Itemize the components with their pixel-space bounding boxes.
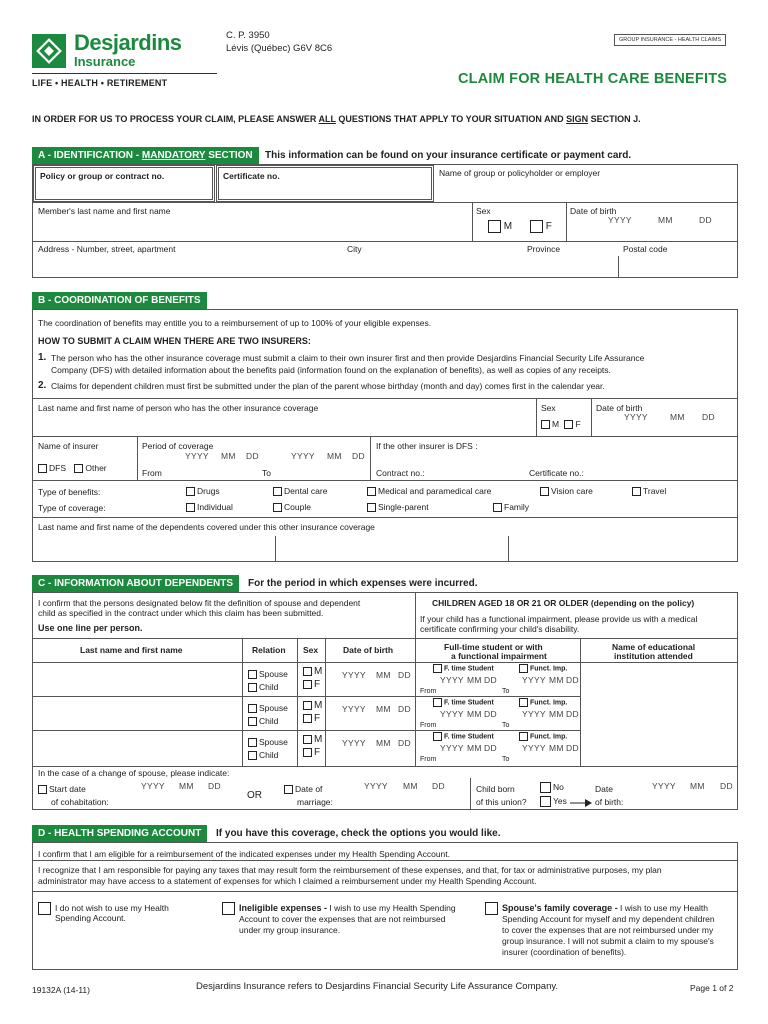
sectionB-drugs-text: Drugs xyxy=(197,486,220,496)
sectionB-dental-text: Dental care xyxy=(284,486,328,496)
header-instruction-pre-text: IN ORDER FOR US TO PROCESS YOUR CLAIM, PLEASE ANSWER xyxy=(32,114,319,124)
sectionD-opt3-bold-text: Spouse's family coverage - xyxy=(502,903,618,913)
date-fmt-mm-text: MM xyxy=(549,743,564,753)
sectionC-spouse-text: Spouse xyxy=(259,669,288,679)
sectionC-funct-text: Funct. Imp. xyxy=(530,699,568,707)
sectionB-step1b-text: Company (DFS) with detailed information about the benefits paid (information found on the explanation of benefits), as well as copies of any receipts. xyxy=(51,365,611,375)
sectionB-how-title-text: HOW TO SUBMIT A CLAIM WHEN THERE ARE TWO INSURERS: xyxy=(38,336,311,346)
family-checkbox[interactable] xyxy=(493,503,502,512)
sectionC-child-text: Child xyxy=(259,682,279,692)
sectionB-medical-text: Medical and paramedical care xyxy=(378,486,492,496)
section-a-subtitle: This information can be found on your insurance certificate or payment card. xyxy=(265,150,632,161)
sectionC-f-text: F xyxy=(314,747,321,758)
sectionC-marriage1-text: Date of xyxy=(295,784,323,794)
sectionB-single-parent-text: Single-parent xyxy=(378,502,429,512)
sectionB-if-dfs-text: If the other insurer is DFS : xyxy=(376,441,478,451)
sectionB-family-text: Family xyxy=(504,502,530,512)
date-fmt-yyyy-text: YYYY xyxy=(608,215,632,225)
date-fmt-yyyy-text: YYYY xyxy=(440,675,464,685)
dep1-spouse-checkbox[interactable] xyxy=(248,670,257,679)
hsa-spouse-checkbox[interactable] xyxy=(485,902,498,915)
sectionD-opt3d-text: group insurance. I will not submit a claim to my spouse's xyxy=(502,936,714,946)
sectionC-m-text: M xyxy=(314,700,323,711)
group-name-label: Name of group or policyholder or employer xyxy=(439,168,601,178)
sectionC-to-text: To xyxy=(502,722,510,729)
sectionC-ftstudent-text: F. time Student xyxy=(444,665,494,673)
date-fmt-mm-text: MM xyxy=(467,743,482,753)
dep2-funct-checkbox[interactable] xyxy=(519,698,528,707)
sectionC-col-school2-text: institution attended xyxy=(614,651,693,661)
drugs-checkbox[interactable] xyxy=(186,487,195,496)
section-c-subtitle: For the period in which expenses were incurred. xyxy=(248,578,478,589)
dep3-f-checkbox[interactable] xyxy=(303,748,312,757)
date-fmt-dd-text: DD xyxy=(398,670,411,680)
logo-tagline: LIFE • HEALTH • RETIREMENT xyxy=(32,78,168,88)
section-b-header: B - COORDINATION OF BENEFITS xyxy=(32,292,207,309)
sectionC-f-text: F xyxy=(314,713,321,724)
dep2-f-checkbox[interactable] xyxy=(303,714,312,723)
dep2-student-checkbox[interactable] xyxy=(433,698,442,707)
date-fmt-dd-text: DD xyxy=(566,743,579,753)
form-tag: GROUP INSURANCE - HEALTH CLAIMS xyxy=(614,34,726,46)
sectionD-opt1b-text: Spending Account. xyxy=(55,913,126,923)
date-fmt-mm-text: MM xyxy=(327,451,342,461)
sectionD-recognize1-text: I recognize that I am responsible for paying any taxes that may result form the reimbursement of these expenses, and that, for tax or administrative purposes, my plan xyxy=(38,865,662,875)
dep1-funct-checkbox[interactable] xyxy=(519,664,528,673)
date-fmt-mm-text: MM xyxy=(179,781,194,791)
sectionD-opt2b-text: Account to cover the expenses that are not reimbursed xyxy=(239,914,446,924)
sectionA-head-mandatory-text: MANDATORY xyxy=(141,150,206,161)
b-sex-m-checkbox[interactable] xyxy=(541,420,550,429)
sectionB-step1a-text: The person who has the other insurance coverage must submit a claim to their own insurer first and then provide Desjardins Financial Security Life Assurance xyxy=(51,353,645,363)
sectionB-vision-text: Vision care xyxy=(551,486,593,496)
sectionC-yes-text: Yes xyxy=(553,796,567,806)
sectionC-col-student1-text: Full-time student or with xyxy=(444,642,543,652)
date-fmt-dd-text: DD xyxy=(484,709,497,719)
sectionC-or-text: OR xyxy=(247,790,262,801)
sectionA-f-text: F xyxy=(545,221,552,233)
date-fmt-mm-text: MM xyxy=(690,781,705,791)
sectionD-opt3b-text: Spending Account for myself and my dependent children xyxy=(502,914,715,924)
date-fmt-dd-text: DD xyxy=(398,704,411,714)
date-fmt-yyyy-text: YYYY xyxy=(440,743,464,753)
date-fmt-yyyy-text: YYYY xyxy=(185,451,209,461)
sectionB-intro-text: The coordination of benefits may entitle you to a reimbursement of up to 100% of your eligible expenses. xyxy=(38,318,432,328)
sectionC-start-date1-text: Start date xyxy=(49,784,86,794)
sectionD-opt3e-text: insurer (coordination of benefits). xyxy=(502,947,627,957)
sectionB-n2-text: 2. xyxy=(38,380,47,391)
date-fmt-dd-text: DD xyxy=(398,738,411,748)
sectionB-certificate-text: Certificate no.: xyxy=(529,468,584,478)
sectionB-dob-text: Date of birth xyxy=(596,403,643,413)
address-line-2: Lévis (Québec) G6V 8C6 xyxy=(226,43,333,54)
dep3-spouse-checkbox[interactable] xyxy=(248,738,257,747)
sectionC-col-school1-text: Name of educational xyxy=(612,642,696,652)
sectionC-from-text: From xyxy=(420,722,437,729)
sectionC-from-text: From xyxy=(420,756,437,763)
sectionD-confirm-text: I confirm that I am eligible for a reimbursement of the indicated expenses under my Health Spending Account. xyxy=(38,849,451,859)
postal-label: Postal code xyxy=(623,244,668,254)
sectionC-ftstudent-text: F. time Student xyxy=(444,699,494,707)
sectionC-children-title-text: CHILDREN AGED 18 OR 21 OR OLDER (depending on the policy) xyxy=(432,598,695,608)
date-fmt-dd-text: DD xyxy=(208,781,221,791)
date-fmt-yyyy-text: YYYY xyxy=(342,738,366,748)
sectionD-opt2a-text: I wish to use my Health Spending xyxy=(327,903,456,913)
date-fmt-dd-text: DD xyxy=(432,781,445,791)
sectionC-to-text: To xyxy=(502,688,510,695)
sectionC-confirm1-text: I confirm that the persons designated below fit the definition of spouse and dependent xyxy=(38,598,361,608)
sectionB-dfs-text: DFS xyxy=(49,463,66,473)
dep3-funct-checkbox[interactable] xyxy=(519,732,528,741)
sectionA-certificate-text: Certificate no. xyxy=(223,171,280,181)
b-sex-f-checkbox[interactable] xyxy=(564,420,573,429)
sectionB-individual-text: Individual xyxy=(197,502,233,512)
header-instruction-mid-text: QUESTIONS THAT APPLY TO YOUR SITUATION AND xyxy=(335,114,567,124)
sectionB-couple-text: Couple xyxy=(284,502,311,512)
date-fmt-mm-text: MM xyxy=(221,451,236,461)
sectionD-opt3a-text: I wish to use my Health xyxy=(617,903,708,913)
sectionC-child-text: Child xyxy=(259,750,279,760)
sectionC-m-text: M xyxy=(314,734,323,745)
sectionB-insurer-text: Name of insurer xyxy=(38,441,99,451)
date-fmt-mm-text: MM xyxy=(549,675,564,685)
date-fmt-yyyy-text: YYYY xyxy=(624,412,648,422)
sectionC-child-text: Child xyxy=(259,716,279,726)
sectionC-start-date2-text: of cohabitation: xyxy=(51,797,109,807)
dep2-m-checkbox[interactable] xyxy=(303,701,312,710)
date-fmt-dd-text: DD xyxy=(484,743,497,753)
sectionC-col-student2-text: a functional impairment xyxy=(451,651,547,661)
sectionC-change-spouse-text: In the case of a change of spouse, please indicate: xyxy=(38,768,230,778)
date-fmt-mm-text: MM xyxy=(376,738,391,748)
sectionC-funct-text: Funct. Imp. xyxy=(530,665,568,673)
section-c-header: C - INFORMATION ABOUT DEPENDENTS xyxy=(32,575,239,592)
date-fmt-mm-text: MM xyxy=(670,412,685,422)
sectionB-type-coverage-text: Type of coverage: xyxy=(38,503,106,513)
sectionC-one-line-text: Use one line per person. xyxy=(38,623,143,633)
date-fmt-mm-text: MM xyxy=(376,670,391,680)
hsa-ineligible-checkbox[interactable] xyxy=(222,902,235,915)
city-label: City xyxy=(347,244,362,254)
date-fmt-mm-text: MM xyxy=(376,704,391,714)
sectionC-to-text: To xyxy=(502,756,510,763)
certificate-field[interactable] xyxy=(216,165,434,202)
header-instruction-all-text: ALL xyxy=(318,114,336,124)
sectionC-ftstudent-text: F. time Student xyxy=(444,733,494,741)
dob-label: Date of birth xyxy=(570,206,617,216)
dep1-m-checkbox[interactable] xyxy=(303,667,312,676)
sectionB-period-text: Period of coverage xyxy=(142,441,214,451)
dep3-child-checkbox[interactable] xyxy=(248,751,257,760)
date-fmt-mm-text: MM xyxy=(403,781,418,791)
date-fmt-yyyy-text: YYYY xyxy=(522,743,546,753)
vision-checkbox[interactable] xyxy=(540,487,549,496)
date-fmt-yyyy-text: YYYY xyxy=(522,709,546,719)
sectionC-children-text2-text: certificate confirming your child's disability. xyxy=(420,624,580,634)
child-born-no-checkbox[interactable] xyxy=(540,782,551,793)
address-line-1: C. P. 3950 xyxy=(226,30,270,41)
start-date-checkbox[interactable] xyxy=(38,785,47,794)
sectionB-step2-text: Claims for dependent children must first be submitted under the plan of the parent whose birthday (month and day) comes first in the calendar year. xyxy=(51,381,605,391)
member-name-label: Member's last name and first name xyxy=(38,206,171,216)
date-fmt-yyyy-text: YYYY xyxy=(652,781,676,791)
date-fmt-mm-text: MM xyxy=(467,709,482,719)
sectionD-opt3c-text: to cover the expenses that are not reimbursed under my xyxy=(502,925,714,935)
date-fmt-yyyy-text: YYYY xyxy=(141,781,165,791)
sectionC-no-text: No xyxy=(553,782,564,792)
date-fmt-dd-text: DD xyxy=(720,781,733,791)
date-fmt-dd-text: DD xyxy=(246,451,259,461)
sectionC-f-text: F xyxy=(314,679,321,690)
single-parent-checkbox[interactable] xyxy=(367,503,376,512)
sectionD-opt1a-text: I do not wish to use my Health xyxy=(55,903,169,913)
sectionB-to-text: To xyxy=(262,468,271,478)
dep3-m-checkbox[interactable] xyxy=(303,735,312,744)
date-fmt-mm-text: MM xyxy=(467,675,482,685)
section-d-header: D - HEALTH SPENDING ACCOUNT xyxy=(32,825,207,842)
instruction xyxy=(32,114,641,124)
header-instruction-sign-text: SIGN xyxy=(566,114,589,124)
date-fmt-yyyy-text: YYYY xyxy=(291,451,315,461)
dep1-child-checkbox[interactable] xyxy=(248,683,257,692)
child-born-yes-checkbox[interactable] xyxy=(540,796,551,807)
marriage-date-checkbox[interactable] xyxy=(284,785,293,794)
sectionC-col-sex-text: Sex xyxy=(303,645,319,655)
hsa-no-checkbox[interactable] xyxy=(38,902,51,915)
sectionD-opt2c-text: under my group insurance. xyxy=(239,925,341,935)
date-fmt-yyyy-text: YYYY xyxy=(364,781,388,791)
section-d-subtitle: If you have this coverage, check the options you would like. xyxy=(216,828,501,839)
policy-field[interactable] xyxy=(33,165,215,202)
sectionA-m-text: M xyxy=(503,221,513,233)
dental-checkbox[interactable] xyxy=(273,487,282,496)
dep2-child-checkbox[interactable] xyxy=(248,717,257,726)
sectionC-col-relation-text: Relation xyxy=(252,645,286,655)
sectionA-policy-text: Policy or group or contract no. xyxy=(40,171,165,181)
sectionB-m-text: M xyxy=(552,419,560,429)
sectionC-from-text: From xyxy=(420,688,437,695)
date-fmt-dd-text: DD xyxy=(699,215,712,225)
other-insurer-checkbox[interactable] xyxy=(74,464,83,473)
province-label: Province xyxy=(527,244,561,254)
sectionB-n1-text: 1. xyxy=(38,352,47,363)
dfs-checkbox[interactable] xyxy=(38,464,47,473)
sectionB-f-text: F xyxy=(575,419,581,429)
logo-name: Desjardins xyxy=(74,30,182,55)
sectionC-col-name-text: Last name and first name xyxy=(80,645,183,655)
arrow-right-icon xyxy=(570,799,592,807)
dep1-f-checkbox[interactable] xyxy=(303,680,312,689)
sectionC-confirm2-text: child as specified in the contract under which this claim has been submitted. xyxy=(38,608,324,618)
section-a-header xyxy=(32,147,259,164)
sectionB-sex-text: Sex xyxy=(541,403,556,413)
sectionB-other-text: Other xyxy=(85,463,107,473)
date-fmt-yyyy-text: YYYY xyxy=(522,675,546,685)
sectionA-head-pre-text: A - IDENTIFICATION - xyxy=(38,150,142,161)
sectionB-type-benefits-text: Type of benefits: xyxy=(38,487,101,497)
dep1-student-checkbox[interactable] xyxy=(433,664,442,673)
dep3-student-checkbox[interactable] xyxy=(433,732,442,741)
page-title: CLAIM FOR HEALTH CARE BENEFITS xyxy=(458,71,728,87)
sectionB-from-text: From xyxy=(142,468,162,478)
date-fmt-dd-text: DD xyxy=(702,412,715,422)
sectionC-date-birth1-text: Date xyxy=(595,784,613,794)
dep2-spouse-checkbox[interactable] xyxy=(248,704,257,713)
date-fmt-mm-text: MM xyxy=(658,215,673,225)
sectionC-marriage2-text: marriage: xyxy=(297,797,333,807)
desjardins-logo-icon xyxy=(32,34,66,68)
form-code: 19132A (14-11) xyxy=(32,985,90,995)
sectionC-children-text1-text: If your child has a functional impairment, please provide us with a medical xyxy=(420,614,698,624)
sex-label: Sex xyxy=(476,206,491,216)
sectionB-contract-text: Contract no.: xyxy=(376,468,425,478)
sectionC-spouse-text: Spouse xyxy=(259,703,288,713)
sectionC-col-dob-text: Date of birth xyxy=(343,645,394,655)
sectionC-date-birth2-text: of birth: xyxy=(595,797,624,807)
footer-note: Desjardins Insurance refers to Desjardins Financial Security Life Assurance Company. xyxy=(196,981,559,992)
sectionA-head-post-text: SECTION xyxy=(205,150,253,161)
sectionD-opt2-bold-text: Ineligible expenses - xyxy=(239,903,328,913)
header-instruction-post-text: SECTION J. xyxy=(588,114,641,124)
couple-checkbox[interactable] xyxy=(273,503,282,512)
individual-checkbox[interactable] xyxy=(186,503,195,512)
page-number: Page 1 of 2 xyxy=(690,983,734,993)
sectionC-funct-text: Funct. Imp. xyxy=(530,733,568,741)
sectionC-m-text: M xyxy=(314,666,323,677)
date-fmt-mm-text: MM xyxy=(549,709,564,719)
sectionC-child-born2-text: of this union? xyxy=(476,797,527,807)
address-label: Address - Number, street, apartment xyxy=(38,244,176,254)
date-fmt-yyyy-text: YYYY xyxy=(342,670,366,680)
date-fmt-dd-text: DD xyxy=(566,709,579,719)
sectionB-other-person-text: Last name and first name of person who has the other insurance coverage xyxy=(38,403,319,413)
date-fmt-yyyy-text: YYYY xyxy=(342,704,366,714)
logo-sub: Insurance xyxy=(74,54,136,69)
logo xyxy=(32,30,222,92)
date-fmt-dd-text: DD xyxy=(566,675,579,685)
date-fmt-yyyy-text: YYYY xyxy=(440,709,464,719)
date-fmt-dd-text: DD xyxy=(484,675,497,685)
sex-f-checkbox[interactable] xyxy=(530,220,543,233)
sectionC-child-born1-text: Child born xyxy=(476,784,515,794)
sex-m-checkbox[interactable] xyxy=(488,220,501,233)
travel-checkbox[interactable] xyxy=(632,487,641,496)
medical-checkbox[interactable] xyxy=(367,487,376,496)
sectionD-recognize2-text: administrator may have access to a statement of expenses for which I claimed a reimbursement under my Health Spending Account. xyxy=(38,876,537,886)
sectionB-dependents-covered-text: Last name and first name of the dependents covered under this other insurance coverage xyxy=(38,522,375,532)
sectionB-travel-text: Travel xyxy=(643,486,667,496)
sectionC-spouse-text: Spouse xyxy=(259,737,288,747)
date-fmt-dd-text: DD xyxy=(352,451,365,461)
